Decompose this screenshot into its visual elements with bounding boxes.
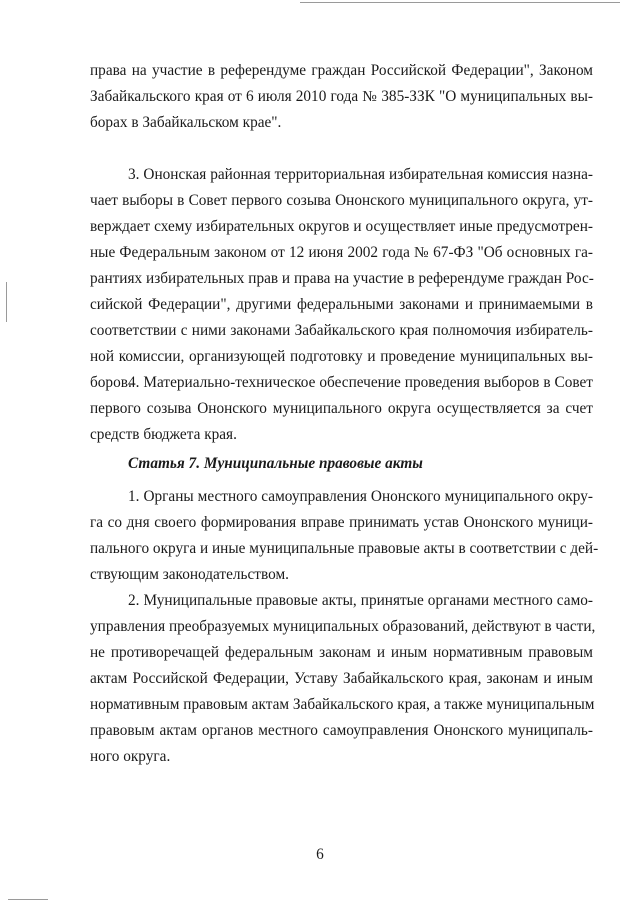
scan-edge-mark-top	[300, 2, 620, 3]
scan-edge-mark-bottom	[8, 899, 48, 900]
text-line: ствующим законодательством.	[90, 566, 289, 583]
text-line: соответствии с ними законами Забайкальского края полномочия избиратель-	[90, 322, 593, 339]
scan-edge-mark-left	[6, 282, 7, 322]
text-line: пального округа и иные муниципальные правовые акты в соответствии с дей-	[90, 540, 599, 557]
page-number: 6	[316, 846, 324, 863]
text-line: чает выборы в Совет первого созыва Ононского муниципального округа, ут-	[90, 192, 593, 209]
text-line: управления преобразуемых муниципальных образований, действуют в части,	[90, 618, 596, 635]
text-line: средств бюджета края.	[90, 426, 237, 443]
text-line: нормативным правовым актам Забайкальского края, а также муниципальным	[90, 696, 595, 713]
paragraph-1	[90, 58, 593, 136]
paragraph-item-3	[90, 162, 593, 396]
text-line: га со дня своего формирования вправе принимать устав Ононского муници-	[90, 514, 593, 531]
text-line: ной комиссии, организующей подготовку и проведение муниципальных вы-	[90, 348, 593, 365]
text-line: не противоречащей федеральным законам и иным нормативным правовым	[90, 644, 593, 661]
text-line: 4. Материально-техническое обеспечение проведения выборов в Совет	[128, 374, 593, 391]
text-line: ного округа.	[90, 748, 171, 765]
text-line: 2. Муниципальные правовые акты, принятые органами местного само-	[128, 592, 593, 609]
text-line: сийской Федерации", другими федеральными законами и принимаемыми в	[90, 296, 593, 313]
text-line: права на участие в референдуме граждан Российской Федерации", Законом	[90, 62, 593, 79]
text-line: актам Российской Федерации, Уставу Забайкальского края, законам и иным	[90, 670, 593, 687]
text-line: верждает схему избирательных округов и осуществляет иные предусмотрен-	[90, 218, 593, 235]
text-line: борах в Забайкальском крае".	[90, 114, 282, 131]
text-line: Забайкальского края от 6 июля 2010 года № 385-ЗЗК "О муниципальных вы-	[90, 88, 593, 105]
text-line: 1. Органы местного самоуправления Ононского муниципального окру-	[128, 488, 593, 505]
text-line: правовым актам органов местного самоуправления Ононского муниципаль-	[90, 722, 593, 739]
paragraph-item-4	[90, 370, 593, 448]
paragraph-article-7-item-2	[90, 588, 596, 770]
paragraph-article-7-item-1	[90, 484, 599, 588]
text-line: рантиях избирательных прав и права на участие в референдуме граждан Рос-	[90, 270, 594, 287]
article-heading: Статья 7. Муниципальные правовые акты	[128, 455, 423, 472]
text-line: боров.	[90, 374, 132, 391]
text-line: первого созыва Ононского муниципального округа осуществляется за счет	[90, 400, 593, 417]
text-line: ные Федеральным законом от 12 июня 2002 года № 67-ФЗ "Об основных га-	[90, 244, 593, 261]
text-line: 3. Ононская районная территориальная избирательная комиссия назна-	[128, 166, 593, 183]
